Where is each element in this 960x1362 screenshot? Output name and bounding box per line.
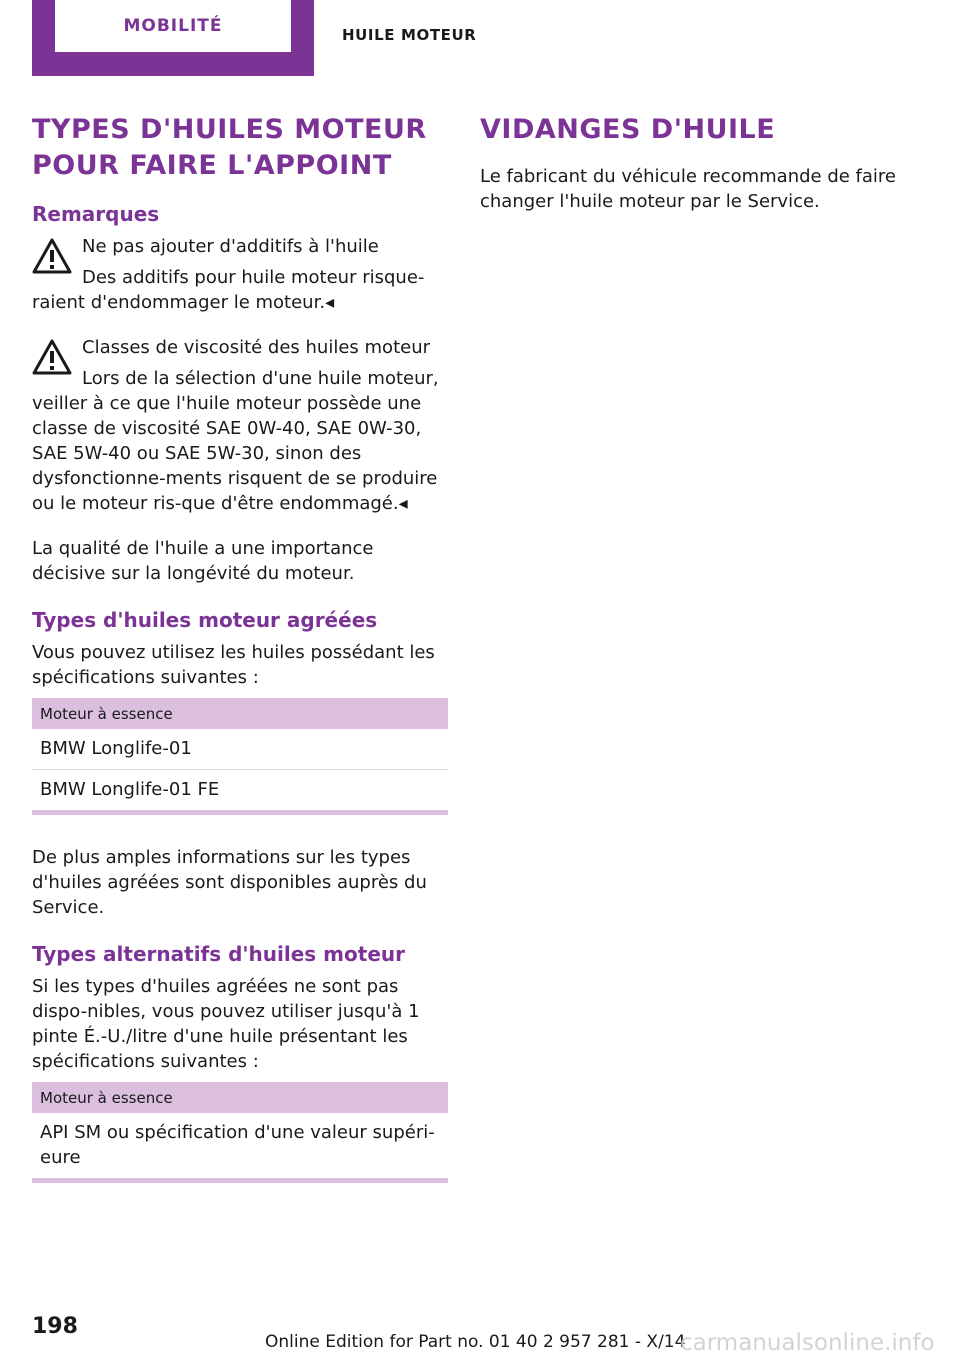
warning-title: Classes de viscosité des huiles moteur	[82, 337, 431, 358]
edition-footer: Online Edition for Part no. 01 40 2 957 281 - X/14	[265, 1332, 686, 1352]
remarks-heading: Remarques	[32, 202, 160, 226]
warning-title: Ne pas ajouter d'additifs à l'huile	[82, 236, 379, 257]
section-tab	[32, 0, 314, 76]
watermark: carmanualsonline.info	[680, 1330, 935, 1356]
topic-label: HUILE MOTEUR	[342, 26, 477, 44]
warning-text: Des additifs pour huile moteur risque-raient d'endommager le moteur.◂	[32, 267, 425, 313]
approved-oils-heading: Types d'huiles moteur agréées	[32, 608, 378, 632]
table-row	[32, 770, 448, 813]
section-title-topping-up: TYPES D'HUILES MOTEUR POUR FAIRE L'APPOINT	[32, 114, 427, 181]
page-number: 198	[32, 1314, 78, 1339]
more-info-paragraph: De plus amples informations sur les types d'huiles agréées sont disponibles auprès du Service.	[32, 847, 427, 918]
approved-oils-table	[32, 698, 448, 815]
quality-paragraph: La qualité de l'huile a une importance décisive sur la longévité du moteur.	[32, 538, 374, 584]
warning-triangle-icon	[32, 339, 72, 375]
warning-body	[32, 265, 448, 315]
section-tab-label: MOBILITÉ	[55, 0, 291, 52]
alternative-oils-intro: Si les types d'huiles agréées ne sont pas dispo-nibles, vous pouvez utiliser jusqu'à 1 pinte É.-U./litre d'une huile présentant les spécifications suivantes :	[32, 976, 420, 1072]
warning-body	[32, 366, 448, 516]
warning-text: Lors de la sélection d'une huile moteur, veiller à ce que l'huile moteur possède une classe de viscosité SAE 0W-40, SAE 0W-30, SAE 5W-40 ou SAE 5W-30, sinon des dysfonctionne-ments risquent de se produire ou le moteur ris-que d'être endommagé.◂	[32, 368, 439, 514]
alternative-oils-heading: Types alternatifs d'huiles moteur	[32, 942, 405, 966]
right-column	[480, 112, 900, 214]
section-title-oil-change: VIDANGES D'HUILE	[480, 114, 776, 145]
oil-change-paragraph: Le fabricant du véhicule recommande de faire changer l'huile moteur par le Service.	[480, 166, 896, 212]
table-cell: BMW Longlife-01	[32, 729, 448, 770]
alternative-oils-table	[32, 1082, 448, 1183]
approved-oils-intro: Vous pouvez utilisez les huiles possédant les spécifications suivantes :	[32, 642, 435, 688]
warning-triangle-icon	[32, 238, 72, 274]
table-header: Moteur à essence	[32, 698, 448, 729]
table-cell: API SM ou spécification d'une valeur supéri-eure	[40, 1122, 435, 1168]
table-cell: BMW Longlife-01 FE	[40, 779, 220, 800]
warning-viscosity	[32, 335, 448, 516]
warning-additives	[32, 234, 448, 315]
left-column	[32, 112, 448, 1183]
table-row	[32, 729, 448, 770]
table-header: Moteur à essence	[32, 1082, 448, 1113]
table-row	[32, 1113, 448, 1181]
